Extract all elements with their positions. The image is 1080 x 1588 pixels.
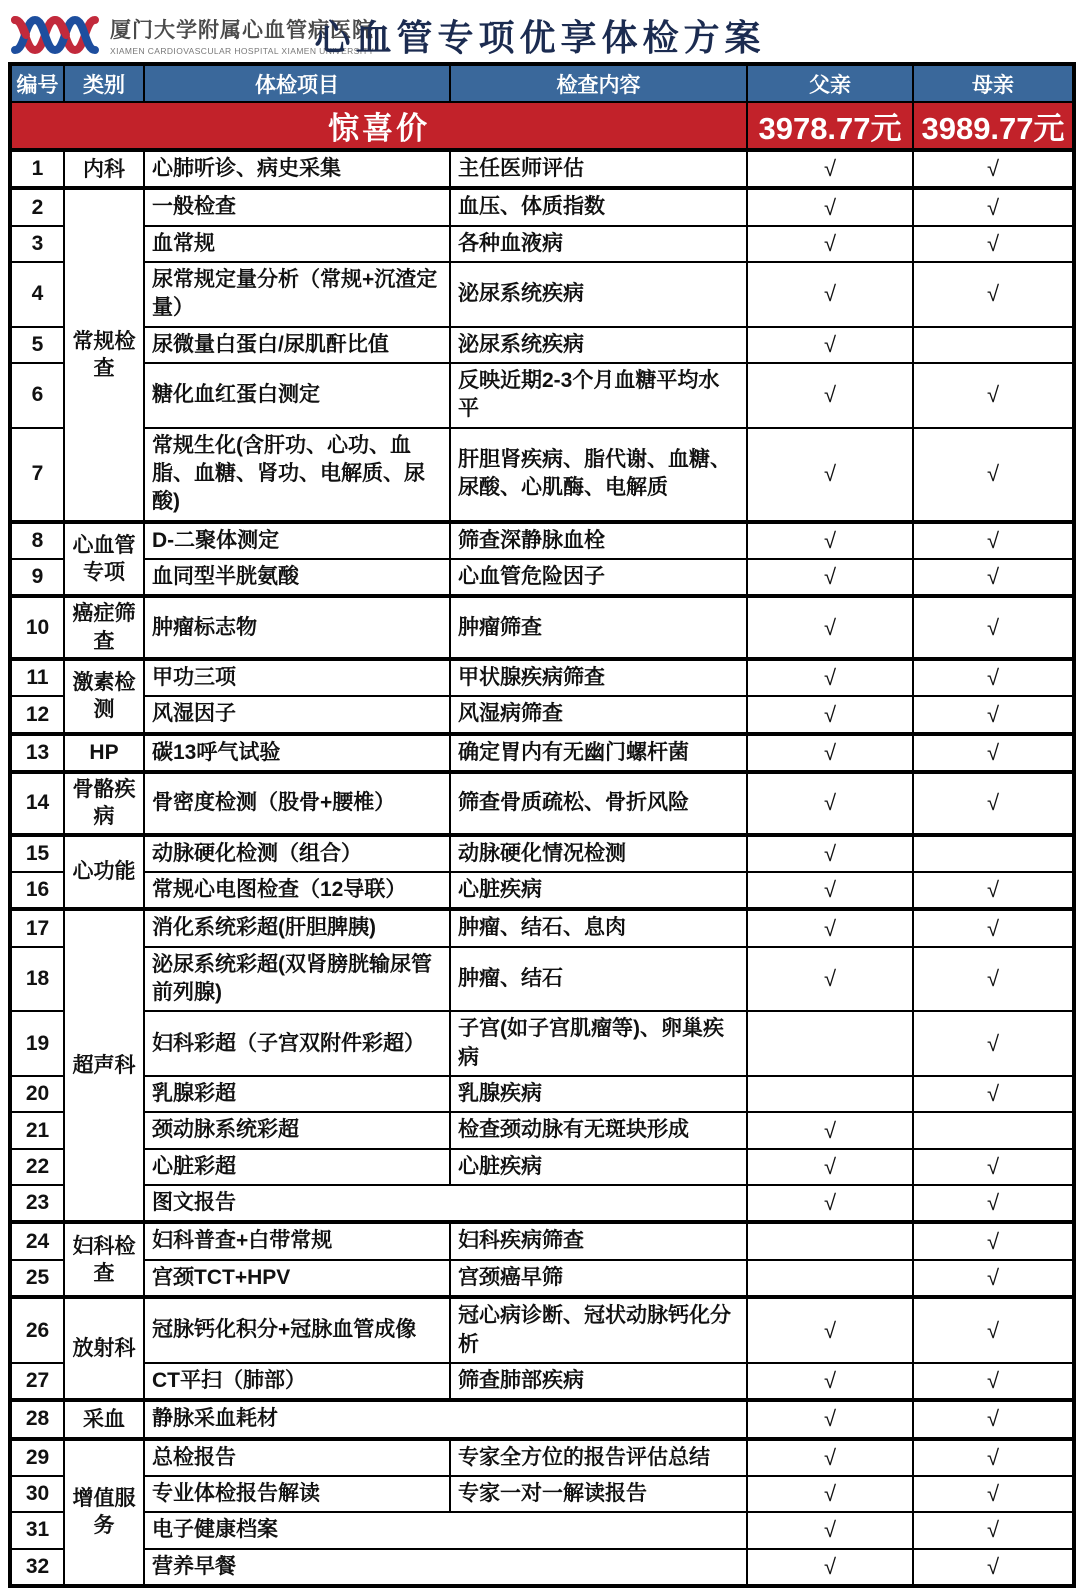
- table-row: [10, 872, 1074, 909]
- column-header-content: 检查内容: [450, 64, 747, 102]
- father-price: 3978.77元: [747, 102, 913, 150]
- category-cell: 骨骼疾病: [64, 772, 144, 835]
- hospital-name-cn: 厦门大学附属心血管病医院: [110, 17, 374, 42]
- row-number: 19: [10, 1011, 64, 1076]
- table-row: [10, 596, 1074, 659]
- category-cell: 妇科检查: [64, 1222, 144, 1297]
- table-row: [10, 1549, 1074, 1586]
- father-check-cell: [747, 1260, 913, 1297]
- row-number: 1: [10, 150, 64, 188]
- table-row: [10, 522, 1074, 559]
- content-cell: 甲状腺疾病筛查: [450, 659, 747, 696]
- father-check-cell: [747, 1076, 913, 1112]
- row-number: 16: [10, 872, 64, 909]
- mother-check-cell: √: [913, 1149, 1074, 1185]
- item-cell: CT平扫（肺部）: [144, 1363, 450, 1400]
- table-row: [10, 1439, 1074, 1476]
- mother-check-cell: √: [913, 1439, 1074, 1476]
- content-cell: 专家一对一解读报告: [450, 1476, 747, 1512]
- row-number: 11: [10, 659, 64, 696]
- row-number: 4: [10, 262, 64, 327]
- table-row: [10, 659, 1074, 696]
- mother-check-cell: √: [913, 226, 1074, 262]
- row-number: 21: [10, 1112, 64, 1148]
- row-number: 5: [10, 327, 64, 363]
- item-cell: 乳腺彩超: [144, 1076, 450, 1112]
- mother-check-cell: √: [913, 659, 1074, 696]
- father-check-cell: √: [747, 559, 913, 596]
- item-cell: 甲功三项: [144, 659, 450, 696]
- mother-check-cell: √: [913, 1400, 1074, 1438]
- column-header-item: 体检项目: [144, 64, 450, 102]
- item-cell: D-二聚体测定: [144, 522, 450, 559]
- content-cell: 心脏疾病: [450, 1149, 747, 1185]
- column-header-mother: 母亲: [913, 64, 1074, 102]
- mother-check-cell: √: [913, 947, 1074, 1012]
- mother-check-cell: √: [913, 1185, 1074, 1222]
- father-check-cell: √: [747, 1363, 913, 1400]
- table-row: [10, 1149, 1074, 1185]
- father-check-cell: √: [747, 696, 913, 733]
- content-cell: 确定胃内有无幽门螺杆菌: [450, 734, 747, 772]
- content-cell: 筛查肺部疾病: [450, 1363, 747, 1400]
- item-cell: 动脉硬化检测（组合）: [144, 835, 450, 872]
- column-header-category: 类别: [64, 64, 144, 102]
- content-cell: 妇科疾病筛查: [450, 1222, 747, 1259]
- table-row: [10, 1512, 1074, 1548]
- mother-check-cell: √: [913, 909, 1074, 946]
- row-number: 23: [10, 1185, 64, 1222]
- item-cell: 常规生化(含肝功、心功、血脂、血糖、肾功、电解质、尿酸): [144, 428, 450, 522]
- row-number: 6: [10, 363, 64, 428]
- row-number: 30: [10, 1476, 64, 1512]
- table-row: [10, 1011, 1074, 1076]
- table-row: [10, 188, 1074, 225]
- table-row: [10, 1400, 1074, 1438]
- father-check-cell: √: [747, 1297, 913, 1363]
- mother-check-cell: √: [913, 1076, 1074, 1112]
- item-cell: 尿微量白蛋白/尿肌酐比值: [144, 327, 450, 363]
- content-cell: 乳腺疾病: [450, 1076, 747, 1112]
- row-number: 22: [10, 1149, 64, 1185]
- mother-check-cell: √: [913, 734, 1074, 772]
- item-cell: 静脉采血耗材: [144, 1400, 747, 1438]
- table-row: [10, 363, 1074, 428]
- row-number: 2: [10, 188, 64, 225]
- mother-check-cell: √: [913, 188, 1074, 225]
- row-number: 25: [10, 1260, 64, 1297]
- content-cell: 检查颈动脉有无斑块形成: [450, 1112, 747, 1148]
- column-header-no: 编号: [10, 64, 64, 102]
- mother-check-cell: √: [913, 1297, 1074, 1363]
- table-header-row: [10, 64, 1074, 102]
- table-row: [10, 1076, 1074, 1112]
- item-cell: 一般检查: [144, 188, 450, 225]
- table-row: [10, 1112, 1074, 1148]
- father-check-cell: √: [747, 363, 913, 428]
- father-check-cell: √: [747, 1439, 913, 1476]
- category-cell: 增值服务: [64, 1439, 144, 1586]
- father-check-cell: √: [747, 428, 913, 522]
- mother-check-cell: √: [913, 1549, 1074, 1586]
- category-cell: 心功能: [64, 835, 144, 910]
- row-number: 26: [10, 1297, 64, 1363]
- mother-check-cell: √: [913, 1260, 1074, 1297]
- mother-check-cell: √: [913, 596, 1074, 659]
- mother-check-cell: √: [913, 522, 1074, 559]
- table-row: [10, 696, 1074, 733]
- category-cell: HP: [64, 734, 144, 772]
- item-cell: 宫颈TCT+HPV: [144, 1260, 450, 1297]
- dna-double-helix-logo-icon: [10, 14, 102, 61]
- row-number: 7: [10, 428, 64, 522]
- father-check-cell: √: [747, 188, 913, 225]
- table-row: [10, 1476, 1074, 1512]
- category-cell: 激素检测: [64, 659, 144, 734]
- father-check-cell: √: [747, 1185, 913, 1222]
- content-cell: 专家全方位的报告评估总结: [450, 1439, 747, 1476]
- father-check-cell: [747, 1222, 913, 1259]
- father-check-cell: √: [747, 909, 913, 946]
- category-cell: 心血管专项: [64, 522, 144, 597]
- mother-check-cell: √: [913, 1222, 1074, 1259]
- table-row: [10, 428, 1074, 522]
- item-cell: 泌尿系统彩超(双肾膀胱输尿管前列腺): [144, 947, 450, 1012]
- father-check-cell: √: [747, 522, 913, 559]
- row-number: 24: [10, 1222, 64, 1259]
- content-cell: 动脉硬化情况检测: [450, 835, 747, 872]
- table-row: [10, 150, 1074, 188]
- table-row: [10, 909, 1074, 946]
- father-check-cell: √: [747, 734, 913, 772]
- content-cell: 心血管危险因子: [450, 559, 747, 596]
- table-row: [10, 772, 1074, 835]
- item-cell: 电子健康档案: [144, 1512, 747, 1548]
- content-cell: 宫颈癌早筛: [450, 1260, 747, 1297]
- father-check-cell: √: [747, 1112, 913, 1148]
- content-cell: 泌尿系统疾病: [450, 327, 747, 363]
- content-cell: 反映近期2-3个月血糖平均水平: [450, 363, 747, 428]
- content-cell: 子宫(如子宫肌瘤等)、卵巢疾病: [450, 1011, 747, 1076]
- father-check-cell: √: [747, 659, 913, 696]
- father-check-cell: √: [747, 872, 913, 909]
- mother-check-cell: √: [913, 872, 1074, 909]
- table-row: [10, 1260, 1074, 1297]
- item-cell: 肿瘤标志物: [144, 596, 450, 659]
- mother-check-cell: √: [913, 1363, 1074, 1400]
- item-cell: 妇科普查+白带常规: [144, 1222, 450, 1259]
- item-cell: 糖化血红蛋白测定: [144, 363, 450, 428]
- item-cell: 颈动脉系统彩超: [144, 1112, 450, 1148]
- row-number: 20: [10, 1076, 64, 1112]
- column-header-father: 父亲: [747, 64, 913, 102]
- row-number: 9: [10, 559, 64, 596]
- mother-check-cell: √: [913, 1476, 1074, 1512]
- row-number: 3: [10, 226, 64, 262]
- father-check-cell: √: [747, 1400, 913, 1438]
- row-number: 8: [10, 522, 64, 559]
- table-row: [10, 1363, 1074, 1400]
- father-check-cell: √: [747, 947, 913, 1012]
- item-cell: 风湿因子: [144, 696, 450, 733]
- table-row: [10, 1222, 1074, 1259]
- table-row: [10, 947, 1074, 1012]
- category-cell: 癌症筛查: [64, 596, 144, 659]
- father-check-cell: √: [747, 1476, 913, 1512]
- content-cell: 心脏疾病: [450, 872, 747, 909]
- row-number: 31: [10, 1512, 64, 1548]
- item-cell: 心脏彩超: [144, 1149, 450, 1185]
- item-cell: 常规心电图检查（12导联）: [144, 872, 450, 909]
- content-cell: 肿瘤、结石、息肉: [450, 909, 747, 946]
- item-cell: 血同型半胱氨酸: [144, 559, 450, 596]
- table-row: [10, 262, 1074, 327]
- mother-check-cell: [913, 1112, 1074, 1148]
- father-check-cell: √: [747, 835, 913, 872]
- mother-check-cell: √: [913, 772, 1074, 835]
- row-number: 32: [10, 1549, 64, 1586]
- row-number: 10: [10, 596, 64, 659]
- row-number: 18: [10, 947, 64, 1012]
- row-number: 15: [10, 835, 64, 872]
- content-cell: 肝胆肾疾病、脂代谢、血糖、尿酸、心肌酶、电解质: [450, 428, 747, 522]
- father-check-cell: √: [747, 772, 913, 835]
- item-cell: 冠脉钙化积分+冠脉血管成像: [144, 1297, 450, 1363]
- content-cell: 风湿病筛查: [450, 696, 747, 733]
- content-cell: 肿瘤、结石: [450, 947, 747, 1012]
- table-row: [10, 1185, 1074, 1222]
- checkup-table-body: [10, 150, 1074, 1586]
- item-cell: 总检报告: [144, 1439, 450, 1476]
- mother-check-cell: √: [913, 559, 1074, 596]
- father-check-cell: √: [747, 1549, 913, 1586]
- content-cell: 各种血液病: [450, 226, 747, 262]
- table-row: [10, 1297, 1074, 1363]
- content-cell: 泌尿系统疾病: [450, 262, 747, 327]
- mother-check-cell: √: [913, 363, 1074, 428]
- item-cell: 消化系统彩超(肝胆脾胰): [144, 909, 450, 946]
- content-cell: 肿瘤筛查: [450, 596, 747, 659]
- mother-check-cell: √: [913, 696, 1074, 733]
- content-cell: 筛查深静脉血栓: [450, 522, 747, 559]
- father-check-cell: √: [747, 1512, 913, 1548]
- page-header: [8, 8, 1072, 60]
- surprise-price-row: [10, 102, 1074, 150]
- item-cell: 碳13呼气试验: [144, 734, 450, 772]
- row-number: 29: [10, 1439, 64, 1476]
- mother-check-cell: [913, 327, 1074, 363]
- item-cell: 图文报告: [144, 1185, 747, 1222]
- father-check-cell: √: [747, 1149, 913, 1185]
- category-cell: 采血: [64, 1400, 144, 1438]
- table-row: [10, 226, 1074, 262]
- category-cell: 内科: [64, 150, 144, 188]
- item-cell: 营养早餐: [144, 1549, 747, 1586]
- mother-check-cell: √: [913, 150, 1074, 188]
- mother-check-cell: √: [913, 428, 1074, 522]
- category-cell: 常规检查: [64, 188, 144, 521]
- row-number: 28: [10, 1400, 64, 1438]
- table-row: [10, 835, 1074, 872]
- row-number: 27: [10, 1363, 64, 1400]
- content-cell: 主任医师评估: [450, 150, 747, 188]
- table-row: [10, 734, 1074, 772]
- page-title: 心血管专项优享体检方案: [314, 17, 766, 59]
- item-cell: 妇科彩超（子宫双附件彩超）: [144, 1011, 450, 1076]
- item-cell: 心肺听诊、病史采集: [144, 150, 450, 188]
- father-check-cell: √: [747, 596, 913, 659]
- content-cell: 冠心病诊断、冠状动脉钙化分析: [450, 1297, 747, 1363]
- row-number: 12: [10, 696, 64, 733]
- hospital-name-en: XIAMEN CARDIOVASCULAR HOSPITAL XIAMEN UNIVERSITY: [110, 46, 375, 56]
- row-number: 17: [10, 909, 64, 946]
- item-cell: 骨密度检测（股骨+腰椎）: [144, 772, 450, 835]
- table-row: [10, 327, 1074, 363]
- father-check-cell: [747, 1011, 913, 1076]
- father-check-cell: √: [747, 226, 913, 262]
- checkup-table: [8, 62, 1076, 1588]
- item-cell: 尿常规定量分析（常规+沉渣定量）: [144, 262, 450, 327]
- surprise-price-label: 惊喜价: [10, 102, 747, 150]
- item-cell: 血常规: [144, 226, 450, 262]
- content-cell: 筛查骨质疏松、骨折风险: [450, 772, 747, 835]
- mother-check-cell: √: [913, 1512, 1074, 1548]
- category-cell: 超声科: [64, 909, 144, 1222]
- row-number: 13: [10, 734, 64, 772]
- father-check-cell: √: [747, 327, 913, 363]
- mother-check-cell: √: [913, 262, 1074, 327]
- content-cell: 血压、体质指数: [450, 188, 747, 225]
- father-check-cell: √: [747, 262, 913, 327]
- father-check-cell: √: [747, 150, 913, 188]
- item-cell: 专业体检报告解读: [144, 1476, 450, 1512]
- mother-check-cell: √: [913, 1011, 1074, 1076]
- row-number: 14: [10, 772, 64, 835]
- table-row: [10, 559, 1074, 596]
- category-cell: 放射科: [64, 1297, 144, 1400]
- mother-price: 3989.77元: [913, 102, 1074, 150]
- mother-check-cell: [913, 835, 1074, 872]
